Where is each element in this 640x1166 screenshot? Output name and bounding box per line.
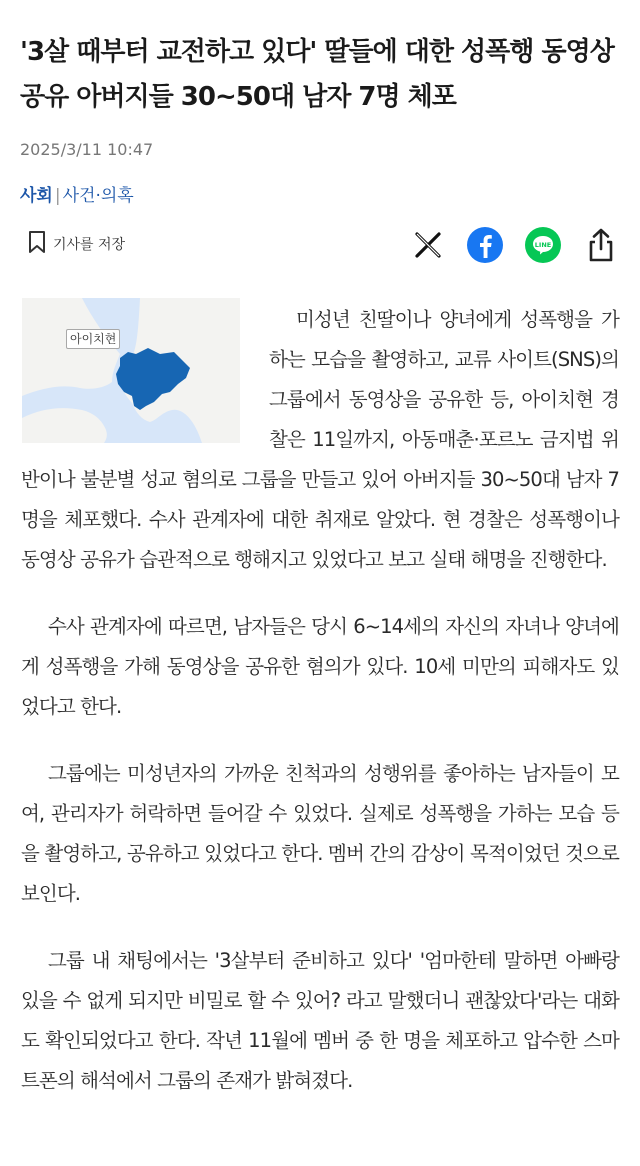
map-label: 아이치현 [66, 329, 120, 349]
article-paragraph: 그룹에는 미성년자의 가까운 친척과의 성행위를 좋아하는 남자들이 모여, 관리자가 허락하면 들어갈 수 있었다. 실제로 성폭행을 가하는 모습 등을 촬영하고, 공유하고 있었다고 한다. 멤버 간의 감상이 목적이었던 것으로 보인다. [21, 762, 619, 905]
article-paragraph: 그룹 내 채팅에서는 '3살부터 준비하고 있다' '엄마한테 말하면 아빠랑 있을 수 없게 되지만 비밀로 할 수 있어? 라고 말했더니 괜찮았다'라는 대화도 확인되었다고 한다. 작년 11월에 멤버 중 한 명을 체포하고 압수한 스마트폰의 해석에서 그룹의 존재가 밝혀졌다. [21, 949, 619, 1092]
svg-text:LINE: LINE [534, 241, 552, 249]
save-article-button[interactable] [27, 230, 125, 258]
article-category [20, 181, 134, 206]
share-icon[interactable] [581, 225, 621, 265]
facebook-icon[interactable] [465, 225, 505, 265]
category-separator: | [54, 186, 61, 206]
article-body [21, 300, 619, 1128]
save-article-label: 기사를 저장 [53, 237, 126, 253]
article-title: '3살 때부터 교전하고 있다' 딸들에 대한 성폭행 동영상 공유 아버지들 30~50대 남자 7명 체포 [20, 37, 614, 112]
article-paragraph: 미성년 친딸이나 양녀에게 성폭행을 가하는 모습을 촬영하고, 교류 사이트(SNS)의 그룹에서 동영상을 공유한 등, 아이치현 경찰은 11일까지, 아동매춘·포르노 금지법 위반이나 불분별 성교 혐의로 그룹을 만들고 있어 아버지들 30~50대 남자 7명을 체포했다. 수사 관계자에 대한 취재로 알았다. 현 경찰은 성폭행이나 동영상 공유가 습관적으로 행해지고 있었다고 보고 실태 해명을 진행한다. [21, 308, 619, 571]
x-twitter-icon[interactable] [408, 225, 448, 265]
bookmark-icon [27, 230, 47, 258]
article-paragraph: 수사 관계자에 따르면, 남자들은 당시 6~14세의 자신의 자녀나 양녀에게 성폭행을 가해 동영상을 공유한 혐의가 있다. 10세 미만의 피해자도 있었다고 한다. [21, 615, 619, 718]
category-sub-link[interactable]: 사건·의혹 [62, 186, 134, 206]
article-date: 2025/3/11 10:47 [20, 140, 154, 159]
line-icon[interactable] [523, 225, 563, 265]
category-main-link[interactable]: 사회 [20, 186, 53, 206]
